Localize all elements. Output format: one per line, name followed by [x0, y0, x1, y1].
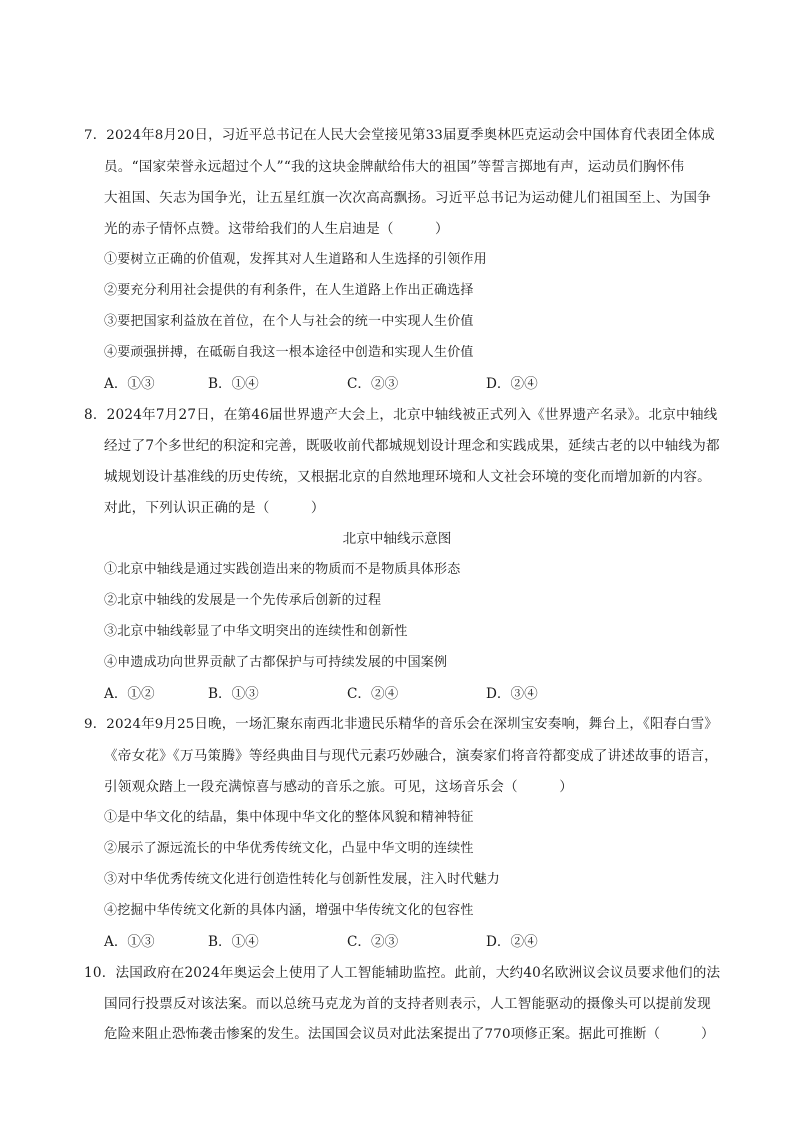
answer-choices — [104, 932, 564, 952]
option-item: ①要树立正确的价值观，发挥其对人生道路和人生选择的引领作用 — [104, 252, 487, 267]
option-item: ④要顽强拼搏，在砥砺自我这一根本途径中创造和实现人生价值 — [104, 345, 474, 360]
option-item: ②要充分利用社会提供的有利条件，在人生道路上作出正确选择 — [104, 283, 474, 298]
question-stem-line: 员。“国家荣誉永远超过个人”“我的这块金牌献给伟大的祖国”等誓言掷地有声，运动员们胸怀伟 — [104, 159, 685, 175]
answer-choices — [104, 684, 564, 704]
answer-choices — [104, 374, 564, 394]
choice-c: C．②③ — [347, 934, 399, 950]
choice-b: B．①④ — [208, 376, 259, 392]
choice-a: A．①② — [104, 686, 155, 702]
option-item: ②北京中轴线的发展是一个先传承后创新的过程 — [104, 593, 382, 608]
question-stem-line: 引领观众踏上一段充满惊喜与感动的音乐之旅。可见，这场音乐会（ ） — [104, 779, 573, 795]
question-stem-line: 城规划设计基准线的历史传统，又根据北京的自然地理环境和人文社会环境的变化而增加新的内容。 — [104, 469, 711, 485]
question-stem-line: 《帝女花》《万马策腾》等经典曲目与现代元素巧妙融合，演奏家们将音符都变成了讲述故事的语言， — [104, 748, 718, 764]
option-item: ③北京中轴线彰显了中华文明突出的连续性和创新性 — [104, 624, 408, 639]
choice-d: D．②④ — [486, 376, 538, 392]
question-stem-line: 危险来阻止恐怖袭击惨案的发生。法国国会议员对此法案提出了770项修正案。据此可推断（ ） — [104, 1027, 715, 1042]
option-item: ①是中华文化的结晶，集中体现中华文化的整体风貌和精神特征 — [104, 810, 474, 825]
choice-b: B．①③ — [208, 686, 259, 702]
choice-c: C．②④ — [347, 686, 399, 702]
choice-a: A．①③ — [104, 934, 155, 950]
choice-d: D．③④ — [486, 686, 538, 702]
question-stem-line: 大祖国、矢志为国争光，让五星红旗一次次高高飘扬。习近平总书记为运动健儿们祖国至上、为国争 — [104, 190, 711, 206]
choice-b: B．①④ — [208, 934, 259, 950]
option-item: ②展示了源远流长的中华优秀传统文化，凸显中华文明的连续性 — [104, 841, 474, 856]
question-stem-line: 9．2024年9月25日晚，一场汇聚东南西北非遗民乐精华的音乐会在深圳宝安奏响，舞台上，《阳春白雪》 — [84, 717, 718, 732]
question-stem-line: 经过了7个多世纪的积淀和完善，既吸收前代都城规划设计理念和实践成果，延续古老的以中轴线为都 — [104, 438, 720, 454]
question-stem-line: 10．法国政府在2024年奥运会上使用了人工智能辅助监控。此前，大约40名欧洲议会议员要求他们的法 — [84, 965, 721, 981]
choice-c: C．②③ — [347, 376, 399, 392]
figure-caption: 北京中轴线示意图 — [342, 531, 452, 547]
question-stem-line: 7．2024年8月20日，习近平总书记在人民大会堂接见第33届夏季奥林匹克运动会中国体育代表团全体成 — [84, 128, 715, 143]
option-item: ④申遗成功向世界贡献了古都保护与可持续发展的中国案例 — [104, 655, 448, 670]
question-stem-line: 对此，下列认识正确的是（ ） — [104, 500, 325, 516]
option-item: ④挖掘中华传统文化新的具体内涵，增强中华传统文化的包容性 — [104, 903, 474, 918]
question-stem-line: 8．2024年7月27日，在第46届世界遗产大会上，北京中轴线被正式列入《世界遗产名录》。北京中轴线 — [84, 407, 718, 423]
option-item: ③对中华优秀传统文化进行创造性转化与创新性发展，注入时代魅力 — [104, 872, 501, 887]
question-stem-line: 光的赤子情怀点赞。这带给我们的人生启迪是（ ） — [104, 221, 449, 237]
question-stem-line: 国同行投票反对该法案。而以总统马克龙为首的支持者则表示，人工智能驱动的摄像头可以提前发现 — [104, 996, 711, 1012]
option-item: ③要把国家利益放在首位，在个人与社会的统一中实现人生价值 — [104, 314, 474, 329]
option-item: ①北京中轴线是通过实践创造出来的物质而不是物质具体形态 — [104, 562, 461, 577]
choice-d: D．②④ — [486, 934, 538, 950]
choice-a: A．①③ — [104, 376, 155, 392]
